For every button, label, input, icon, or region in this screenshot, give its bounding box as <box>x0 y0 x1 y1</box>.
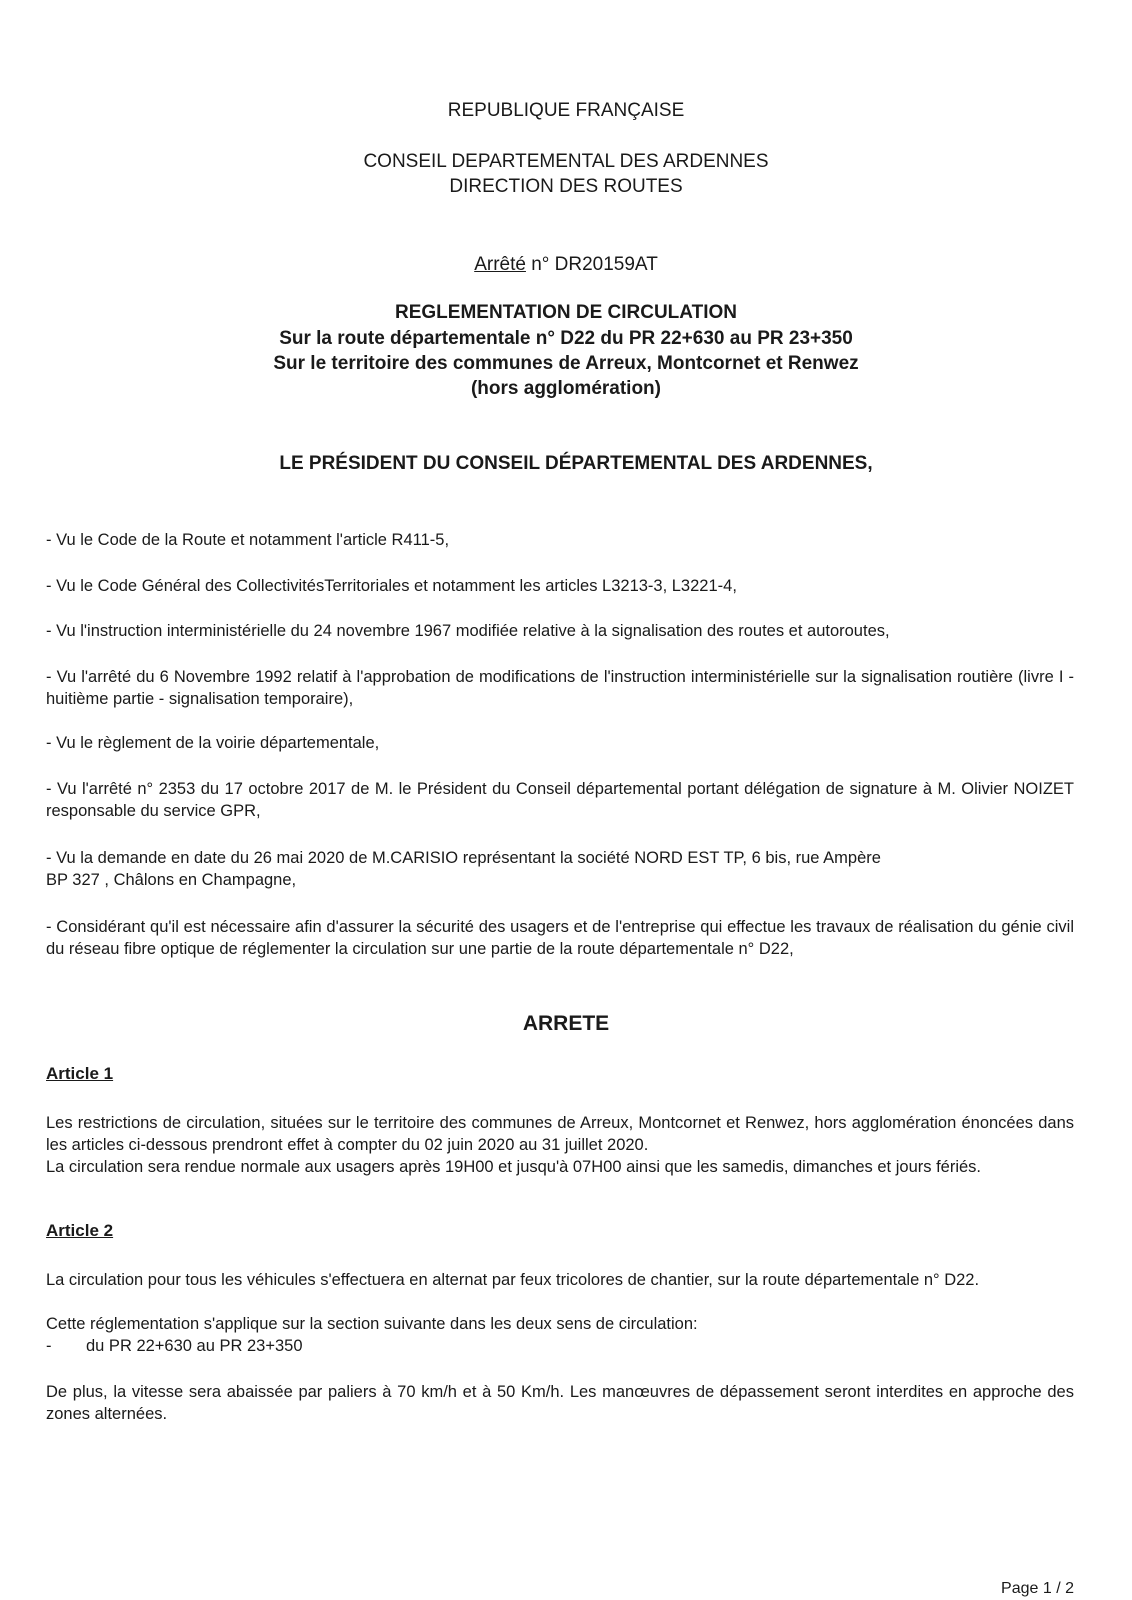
title-line-4: (hors agglomération) <box>470 378 661 399</box>
bullet-text: du PR 22+630 au PR 23+350 <box>86 1337 303 1355</box>
article-1-heading: Article 1 <box>46 1064 114 1083</box>
page-number: Page 1 / 2 <box>1001 1580 1074 1597</box>
title-line-2: Sur la route départementale n° D22 du PR 22+630 au PR 23+350 <box>279 328 853 349</box>
title-line-3: Sur le territoire des communes de Arreux, Montcornet et Renwez <box>273 353 859 374</box>
arrete-heading: ARRETE <box>522 1012 610 1035</box>
article-1-paragraph-2: La circulation sera rendue normale aux usagers après 19H00 et jusqu'à 07H00 ainsi que les samedis, dimanches et jours fériés. <box>46 1158 982 1176</box>
visa-reglement-voirie: - Vu le règlement de la voirie départementale, <box>46 734 380 752</box>
visa-demande: - Vu la demande en date du 26 mai 2020 de M.CARISIO représentant la société NORD EST TP, 6 bis, rue Ampère <box>46 849 881 867</box>
title-line-1: REGLEMENTATION DE CIRCULATION <box>395 302 737 323</box>
article-2-paragraph-3: De plus, la vitesse sera abaissée par paliers à 70 km/h et à 50 Km/h. Les manœuvres de dépassement seront interdites en approche des zones alternées. <box>46 1383 1074 1423</box>
visa-code-route: - Vu le Code de la Route et notamment l'article R411-5, <box>46 531 450 549</box>
president-heading: LE PRÉSIDENT DU CONSEIL DÉPARTEMENTAL DES ARDENNES, <box>279 453 873 474</box>
visa-arrete-1992: - Vu l'arrêté du 6 Novembre 1992 relatif à l'approbation de modifications de l'instruction interministérielle sur la signalisation routière (livre I -huitième partie - signalisation temporaire), <box>46 668 1074 708</box>
visa-code-collectivites: - Vu le Code Général des CollectivitésTerritoriales et notamment les articles L3213-3, L3221-4, <box>46 577 737 595</box>
arrete-number-value: n° DR20159AT <box>525 254 658 275</box>
article-2-paragraph-1: La circulation pour tous les véhicules s'effectuera en alternat par feux tricolores de chantier, sur la route départementale n° D22. <box>46 1271 980 1289</box>
visa-demande-address: BP 327 , Châlons en Champagne, <box>46 871 297 889</box>
bullet-dash: - <box>46 1337 52 1355</box>
visa-arrete-delegation: - Vu l'arrêté n° 2353 du 17 octobre 2017 de M. le Président du Conseil départemental portant délégation de signature à M. Olivier NOIZET responsable du service GPR, <box>46 780 1074 820</box>
visa-instruction-1967: - Vu l'instruction interministérielle du 24 novembre 1967 modifiée relative à la signalisation des routes et autoroutes, <box>46 622 890 640</box>
visa-considerant: - Considérant qu'il est nécessaire afin d'assurer la sécurité des usagers et de l'entreprise qui effectue les travaux de réalisation du génie civil du réseau fibre optique de réglementer la circulation sur une partie de la route départementale n° D22, <box>46 918 1074 958</box>
article-1-paragraph-1: Les restrictions de circulation, situées sur le territoire des communes de Arreux, Montcornet et Renwez, hors agglomération énoncées dans les articles ci-dessous prendront effet à compter du 02 juin 2020 au 31 juillet 2020. <box>46 1114 1074 1154</box>
arrete-word: Arrêté <box>474 254 526 275</box>
council-heading: CONSEIL DEPARTEMENTAL DES ARDENNES <box>363 151 769 172</box>
arrete-number <box>0 254 1132 276</box>
republic-heading: REPUBLIQUE FRANÇAISE <box>447 100 685 121</box>
article-2-bullet <box>46 1335 303 1357</box>
article-2-heading: Article 2 <box>46 1221 114 1240</box>
direction-heading: DIRECTION DES ROUTES <box>449 176 683 197</box>
article-2-paragraph-2: Cette réglementation s'applique sur la section suivante dans les deux sens de circulation: <box>46 1315 698 1333</box>
